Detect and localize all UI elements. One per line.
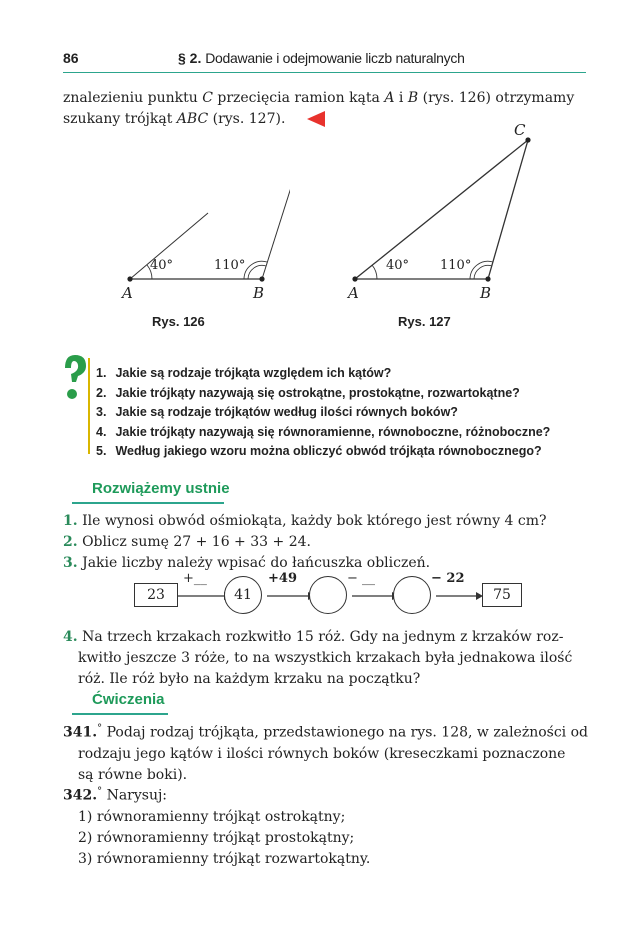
intro-line-1 [63, 88, 603, 109]
question-number: 2. [96, 385, 107, 400]
page-number: 86 [63, 50, 79, 66]
exercise-text: Narysuj: [106, 787, 168, 804]
fig127-angle-a: 40° [386, 258, 410, 273]
intro-text: znalezieniu punktu [63, 90, 203, 106]
oral-item-text: Oblicz sumę 27 + 16 + 33 + 24. [82, 534, 311, 550]
exercise-341-line: rodzaju jego kątów i ilości równych boków (kreseczkami poznaczone [78, 745, 566, 762]
question-number: 5. [96, 444, 107, 458]
question-text: Jakie trójkąty nazywają się równoramienne, równoboczne, różnoboczne? [115, 424, 551, 439]
question-number: 1. [96, 366, 107, 380]
figure-127 [335, 125, 550, 305]
oral-items [63, 511, 603, 574]
fig127-label-a: A [348, 284, 359, 302]
question-item [96, 384, 596, 404]
fig127-angle-b: 110° [440, 258, 472, 273]
section-label: § 2. [178, 50, 202, 66]
fig127-caption: Rys. 127 [398, 314, 451, 329]
intro-text: (rys. 126) otrzymamy [418, 90, 575, 106]
chain-op-4: − 22 [431, 571, 465, 586]
oral-item-4-line [63, 627, 603, 648]
question-text: Jakie są rodzaje trójkątów według ilości równych boków? [115, 405, 458, 419]
exercise-342-line [63, 781, 603, 807]
oral-item [63, 511, 603, 532]
red-marker-icon [305, 110, 327, 128]
oral-item-text: Jakie liczby należy wpisać do łańcuszka obliczeń. [82, 555, 431, 571]
exercise-341-line [63, 718, 603, 744]
questions-list [96, 364, 596, 462]
difficulty-mark: ° [97, 723, 103, 734]
exercise-text: Podaj rodzaj trójkąta, przedstawionego na rys. 128, w zależności od [106, 724, 589, 741]
angle-b-ref: B [407, 90, 419, 106]
running-header [178, 50, 465, 66]
intro-text: szukany trójkąt [63, 111, 177, 127]
fig127-label-c: C [514, 121, 526, 139]
oral-item-number: 4. [63, 629, 78, 645]
triangle-ref: ABC [176, 111, 209, 127]
intro-text: i [394, 90, 408, 106]
fig126-label-b: B [253, 284, 265, 302]
exercises-heading-rule [72, 713, 168, 715]
chain-circle-1: 41 [224, 576, 262, 614]
exercises-heading: Ćwiczenia [92, 691, 165, 708]
oral-heading-rule [72, 502, 224, 504]
questions-divider [88, 358, 90, 454]
angle-a-ref: A [384, 90, 395, 106]
oral-item-text: Ile wynosi obwód ośmiokąta, każdy bok którego jest równy 4 cm? [82, 513, 547, 529]
question-text: Jakie są rodzaje trójkąta względem ich kątów? [115, 366, 392, 380]
difficulty-mark: ° [97, 786, 103, 797]
fig126-angle-b: 110° [214, 258, 246, 273]
exercise-342-item: 1) równoramienny trójkąt ostrokątny; [78, 808, 346, 825]
point-c-ref: C [202, 90, 213, 106]
oral-item-4-line: kwitło jeszcze 3 róże, to na wszystkich krzakach była jednakowa ilość [78, 650, 573, 666]
oral-item [63, 532, 603, 553]
question-number: 4. [96, 424, 107, 439]
fig127-label-b: B [480, 284, 492, 302]
exercise-342-item: 2) równoramienny trójkąt prostokątny; [78, 829, 355, 846]
oral-item-4-line: róż. Ile róż było na każdym krzaku na początku? [78, 671, 421, 687]
section-title: Dodawanie i odejmowanie liczb naturalnych [205, 50, 465, 66]
question-item [96, 442, 596, 462]
oral-item-number: 2. [63, 534, 78, 550]
oral-item [63, 553, 603, 574]
question-text: Według jakiego wzoru można obliczyć obwód trójkąta równobocznego? [115, 444, 542, 458]
chain-op-1: +__ [183, 571, 207, 586]
chain-circle-2[interactable] [309, 576, 347, 614]
oral-item-4 [63, 627, 603, 690]
question-text: Jakie trójkąty nazywają się ostrokątne, prostokątne, rozwartokątne? [115, 385, 520, 400]
exercise-341-line: są równe boki). [78, 766, 188, 783]
chain-start-box: 23 [134, 583, 178, 607]
question-number: 3. [96, 405, 107, 419]
exercise-number: 341. [63, 724, 98, 741]
question-mark-icon [60, 352, 90, 404]
exercise-number: 342. [63, 787, 98, 804]
question-item [96, 403, 596, 423]
oral-item-text: Na trzech krzakach rozkwitło 15 róż. Gdy na jednym z krzaków roz- [82, 629, 564, 645]
exercise-342 [63, 781, 603, 870]
fig126-caption: Rys. 126 [152, 314, 205, 329]
question-item [96, 364, 596, 384]
oral-item-number: 3. [63, 555, 78, 571]
header-rule [63, 72, 586, 73]
chain-circle-3[interactable] [393, 576, 431, 614]
oral-heading: Rozwiążemy ustnie [92, 480, 230, 497]
question-item [96, 423, 596, 443]
chain-op-3: − __ [347, 571, 376, 586]
oral-item-number: 1. [63, 513, 78, 529]
exercise-341 [63, 718, 603, 786]
fig126-angle-a: 40° [150, 258, 174, 273]
intro-text: przecięcia ramion kąta [212, 90, 385, 106]
fig126-label-a: A [122, 284, 133, 302]
chain-end-box: 75 [482, 583, 522, 607]
intro-text: (rys. 127). [208, 111, 286, 127]
exercise-342-item: 3) równoramienny trójkąt rozwartokątny. [78, 850, 371, 867]
chain-op-2: +49 [268, 571, 297, 586]
